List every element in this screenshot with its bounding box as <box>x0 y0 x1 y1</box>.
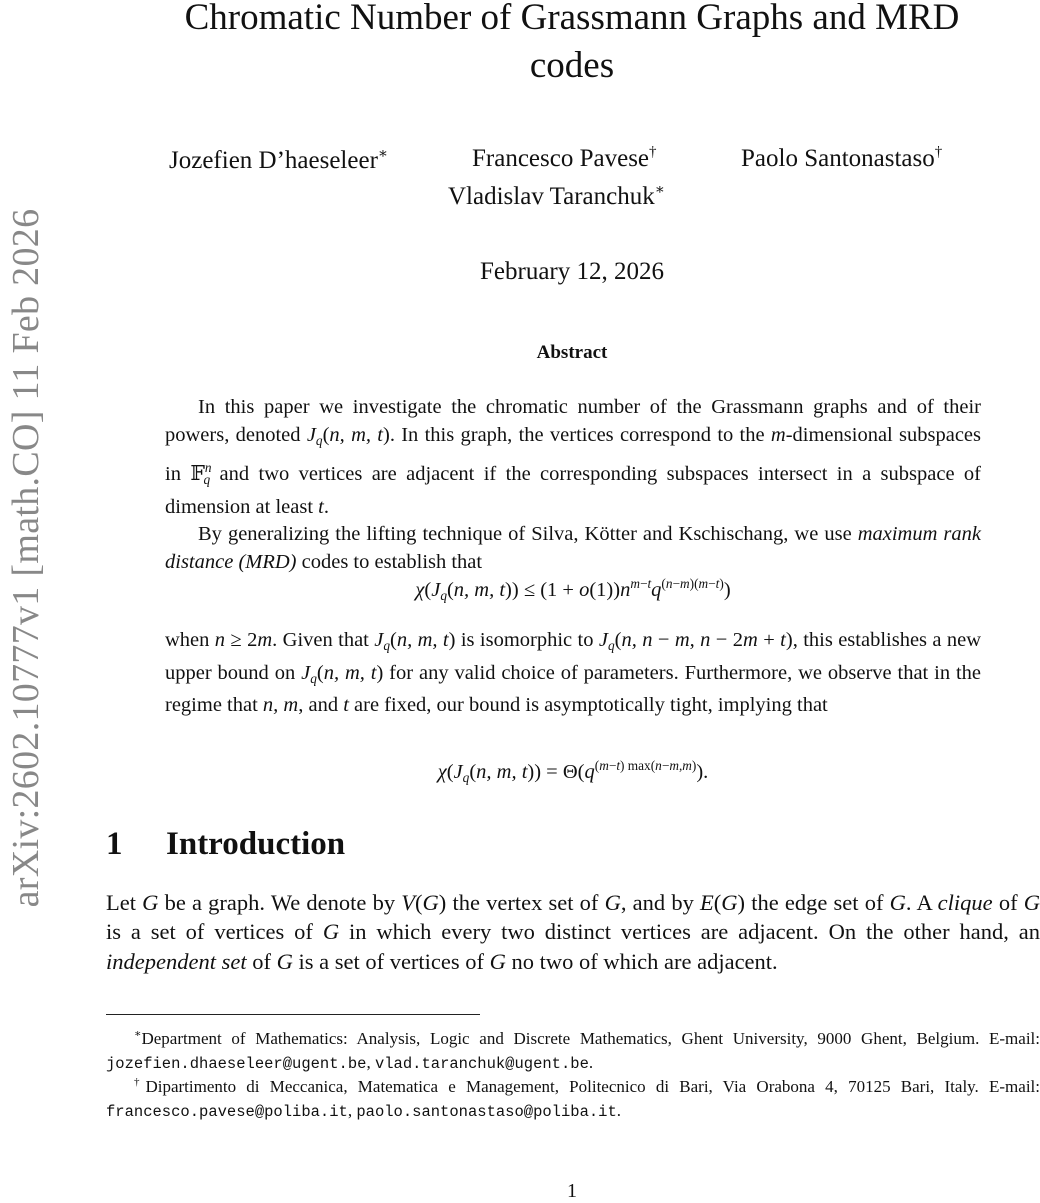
arxiv-id-text: arXiv:2602.10777v1 [math.CO] 11 Feb 2026 <box>5 208 47 908</box>
author-2: Francesco Pavese† <box>472 144 657 172</box>
email-link-taranchuk[interactable]: vlad.taranchuk@ugent.be <box>374 1055 589 1073</box>
publication-date: February 12, 2026 <box>480 258 664 285</box>
upper-bound-formula: $\chi(J_q(n$, m, $t)) \le (1 + o(1))n^{m-t}q^{(n-m)(m-t)}$) <box>415 576 731 603</box>
author-3: Paolo Santonastaso† <box>741 144 943 172</box>
email-link-pavese[interactable]: francesco.pavese@poliba.it <box>106 1103 348 1121</box>
page-number: 1 <box>567 1180 577 1202</box>
section-number: 1 <box>106 826 123 862</box>
paper-title <box>100 0 1040 90</box>
email-link-santonastaso[interactable]: paolo.santonastaso@poliba.it <box>356 1103 617 1121</box>
email-link-dhaeseleer[interactable]: jozefien.dhaeseleer@ugent.be <box>106 1055 367 1073</box>
footnote-2: †Dipartimento di Meccanica, Matematica e Management, Politecnico di Bari, Via Orabona 4, 70125 Bari, Italy. E-mail: francesco.pavese@poliba.it, paolo.santonastaso@poliba.it. <box>106 1076 1040 1121</box>
asymptotic-formula: $\chi(J_q(n$, m, $t)) = \Theta(q^{(m-t) max(n-m,m)})$. <box>437 758 709 785</box>
abstract-paragraph-2: when n ≥ 2m. Given that $J_q(n$, m, t) is isomorphic to $J_q(n$, n − m, n − 2m + t), this establishes a new upper bound on $J_q(n$, m, t) for any valid choice of parameters. Furthermore, we observe that in the regime that n, m, and t are fixed, our bound is asymptotically tight, implying that <box>165 629 982 717</box>
footnote-1: ∗Department of Mathematics: Analysis, Logic and Discrete Mathematics, Ghent University, 9000 Ghent, Belgium. E-mail: jozefien.dhaeseleer@ugent.be, vlad.taranchuk@ugent.be. <box>106 1028 1040 1073</box>
section-title: Introduction <box>166 826 346 862</box>
footnote-separator <box>106 1014 480 1015</box>
author-1: Jozefien D’haeseleer∗ <box>169 146 389 174</box>
arxiv-identifier-stamp <box>0 0 50 1200</box>
title-line-2: codes <box>529 45 615 86</box>
author-4: Vladislav Taranchuk∗ <box>448 182 665 210</box>
introduction-paragraph: Let G be a graph. We denote by V(G) the vertex set of G, and by E(G) the edge set of G. A clique of G is a set of vertices of G in which every two distinct vertices are adjacent. On the other hand, an independent set of G is a set of vertices of G no two of which are adjacent. <box>106 890 1040 974</box>
section-heading-introduction <box>106 826 345 863</box>
abstract-paragraph-1: In this paper we investigate the chromatic number of the Grassmann graphs and of their powers, denoted $J_q(n$, m, t). In this graph, the vertices correspond to the m-dimensional subspaces in 𝔽$^n_q$ and two vertices are adjacent if the corresponding subspaces intersect in a subspace of dimension at least t. By generalizing the lifting technique of Silva, Kötter and Kschischang, we use maximum rank distance (MRD) codes to establish that <box>165 396 982 573</box>
title-line-1: Chromatic Number of Grassmann Graphs and MRD <box>184 0 960 38</box>
abstract-heading: Abstract <box>536 342 608 363</box>
